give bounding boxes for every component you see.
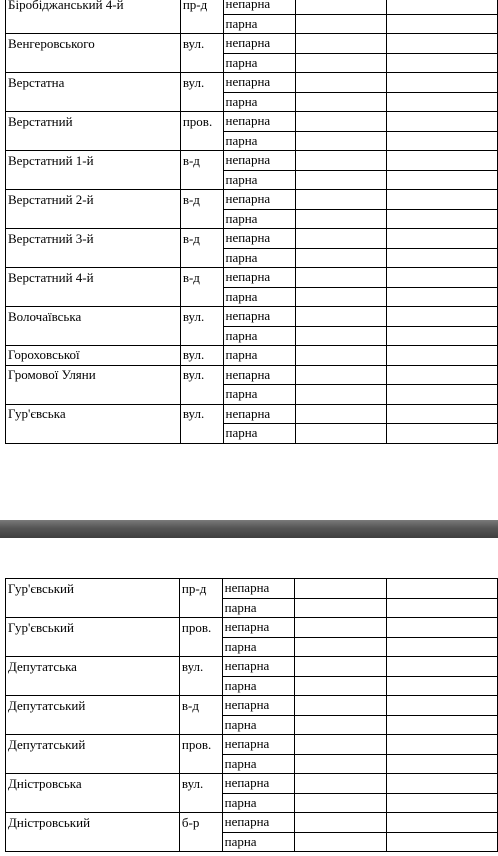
empty-cell (386, 696, 497, 716)
empty-cell (386, 579, 497, 599)
parity-cell: парна (223, 346, 295, 366)
table-row (6, 209, 498, 229)
table-row (6, 229, 498, 249)
parity-cell: парна (222, 715, 294, 735)
street-name-cell (6, 385, 181, 405)
empty-cell (387, 190, 498, 210)
street-name-cell (6, 715, 180, 735)
empty-cell (294, 813, 386, 833)
table-row (6, 793, 498, 813)
street-type-cell: вул. (180, 73, 223, 93)
street-type-cell (180, 131, 223, 151)
parity-cell: непарна (222, 696, 294, 716)
street-type-cell: вул. (180, 346, 223, 366)
empty-cell (295, 209, 387, 229)
empty-cell (387, 53, 498, 73)
street-name-cell (6, 53, 181, 73)
table-row (6, 637, 498, 657)
empty-cell (386, 657, 497, 677)
street-type-cell (180, 248, 223, 268)
street-name-cell: Волочаївська (6, 307, 181, 327)
table-row (6, 715, 498, 735)
street-name-cell (6, 598, 180, 618)
street-name-cell: Гур'євський (6, 579, 180, 599)
empty-cell (387, 326, 498, 346)
empty-cell (386, 715, 497, 735)
street-name-cell: Верстатний (6, 112, 181, 132)
empty-cell (387, 365, 498, 385)
street-type-cell (179, 598, 222, 618)
table-row (6, 618, 498, 638)
streets-table (5, 0, 498, 444)
empty-cell (387, 307, 498, 327)
empty-cell (295, 14, 387, 34)
empty-cell (295, 0, 387, 14)
table-row (6, 34, 498, 54)
parity-cell: парна (223, 248, 295, 268)
street-name-cell: Верстатний 3-й (6, 229, 181, 249)
street-type-cell (179, 676, 222, 696)
empty-cell (387, 424, 498, 444)
parity-cell: непарна (222, 735, 294, 755)
parity-cell: непарна (223, 73, 295, 93)
empty-cell (386, 793, 497, 813)
parity-cell: парна (223, 287, 295, 307)
streets-table (5, 578, 498, 852)
empty-cell (295, 190, 387, 210)
empty-cell (387, 0, 498, 14)
street-name-cell: Біробіджанський 4-й (6, 0, 181, 14)
empty-cell (387, 131, 498, 151)
empty-cell (295, 112, 387, 132)
empty-cell (386, 735, 497, 755)
parity-cell: парна (223, 53, 295, 73)
table-row (6, 365, 498, 385)
parity-cell: непарна (223, 112, 295, 132)
street-name-cell (6, 754, 180, 774)
table-row (6, 657, 498, 677)
parity-cell: непарна (222, 657, 294, 677)
parity-cell: парна (222, 793, 294, 813)
street-name-cell: Депутатська (6, 657, 180, 677)
empty-cell (295, 229, 387, 249)
empty-cell (294, 832, 386, 852)
street-type-cell: вул. (180, 404, 223, 424)
street-name-cell: Верстатний 4-й (6, 268, 181, 288)
street-name-cell: Дністровський (6, 813, 180, 833)
table-row (6, 735, 498, 755)
page-divider (0, 520, 498, 538)
table-row (6, 832, 498, 852)
table-row (6, 287, 498, 307)
table-row (6, 190, 498, 210)
table-row (6, 268, 498, 288)
street-type-cell: пр-д (179, 579, 222, 599)
table-row (6, 404, 498, 424)
empty-cell (295, 424, 387, 444)
empty-cell (295, 170, 387, 190)
parity-cell: парна (222, 676, 294, 696)
table-row (6, 696, 498, 716)
empty-cell (295, 131, 387, 151)
empty-cell (387, 170, 498, 190)
empty-cell (387, 385, 498, 405)
street-name-cell (6, 92, 181, 112)
street-name-cell: Дністровська (6, 774, 180, 794)
empty-cell (294, 579, 386, 599)
street-name-cell: Депутатський (6, 735, 180, 755)
street-name-cell: Гур'євська (6, 404, 181, 424)
street-name-cell (6, 326, 181, 346)
table-row (6, 131, 498, 151)
empty-cell (387, 92, 498, 112)
table-row (6, 73, 498, 93)
street-name-cell (6, 209, 181, 229)
street-name-cell: Гороховської (6, 346, 181, 366)
street-type-cell (179, 754, 222, 774)
table-row (6, 151, 498, 171)
parity-cell: непарна (222, 774, 294, 794)
empty-cell (295, 346, 387, 366)
table-row (6, 0, 498, 14)
street-type-cell: в-д (180, 268, 223, 288)
street-name-cell: Громової Уляни (6, 365, 181, 385)
empty-cell (387, 34, 498, 54)
streets-table-body (6, 579, 498, 852)
parity-cell: непарна (223, 365, 295, 385)
empty-cell (294, 637, 386, 657)
parity-cell: парна (223, 209, 295, 229)
empty-cell (295, 365, 387, 385)
empty-cell (387, 73, 498, 93)
street-type-cell: вул. (180, 34, 223, 54)
parity-cell: непарна (222, 813, 294, 833)
empty-cell (295, 326, 387, 346)
table-row (6, 92, 498, 112)
street-type-cell: пров. (179, 618, 222, 638)
street-type-cell: в-д (180, 151, 223, 171)
empty-cell (387, 151, 498, 171)
table-row (6, 53, 498, 73)
street-type-cell (179, 832, 222, 852)
table-row (6, 170, 498, 190)
street-type-cell: вул. (180, 307, 223, 327)
empty-cell (294, 657, 386, 677)
table-row (6, 248, 498, 268)
street-name-cell (6, 287, 181, 307)
street-name-cell: Депутатський (6, 696, 180, 716)
empty-cell (295, 404, 387, 424)
empty-cell (294, 754, 386, 774)
parity-cell: непарна (223, 268, 295, 288)
empty-cell (386, 754, 497, 774)
street-type-cell: в-д (180, 229, 223, 249)
empty-cell (387, 248, 498, 268)
table-row (6, 424, 498, 444)
table-row (6, 385, 498, 405)
street-type-cell: пр-д (180, 0, 223, 14)
empty-cell (294, 676, 386, 696)
street-type-cell: вул. (179, 657, 222, 677)
street-type-cell: вул. (179, 774, 222, 794)
street-name-cell (6, 248, 181, 268)
street-type-cell (180, 424, 223, 444)
empty-cell (386, 813, 497, 833)
street-name-cell (6, 424, 181, 444)
empty-cell (295, 248, 387, 268)
empty-cell (295, 34, 387, 54)
empty-cell (386, 637, 497, 657)
empty-cell (387, 14, 498, 34)
table-row (6, 112, 498, 132)
empty-cell (295, 151, 387, 171)
parity-cell: парна (222, 754, 294, 774)
street-type-cell (179, 715, 222, 735)
parity-cell: парна (223, 14, 295, 34)
parity-cell: непарна (223, 229, 295, 249)
table-row (6, 774, 498, 794)
street-name-cell (6, 637, 180, 657)
table-row (6, 307, 498, 327)
empty-cell (294, 793, 386, 813)
street-type-cell (180, 53, 223, 73)
empty-cell (387, 209, 498, 229)
parity-cell: парна (223, 385, 295, 405)
empty-cell (387, 346, 498, 366)
empty-cell (387, 112, 498, 132)
empty-cell (295, 53, 387, 73)
street-type-cell (180, 92, 223, 112)
street-name-cell (6, 793, 180, 813)
street-name-cell: Венгеровського (6, 34, 181, 54)
table-row (6, 346, 498, 366)
empty-cell (295, 73, 387, 93)
street-type-cell (180, 385, 223, 405)
empty-cell (295, 268, 387, 288)
street-type-cell (180, 209, 223, 229)
street-type-cell: в-д (179, 696, 222, 716)
empty-cell (386, 676, 497, 696)
table-row (6, 14, 498, 34)
empty-cell (386, 774, 497, 794)
street-name-cell (6, 676, 180, 696)
empty-cell (387, 404, 498, 424)
empty-cell (387, 229, 498, 249)
street-name-cell: Верстатний 2-й (6, 190, 181, 210)
street-type-cell: вул. (180, 365, 223, 385)
parity-cell: парна (223, 131, 295, 151)
parity-cell: парна (223, 170, 295, 190)
empty-cell (295, 92, 387, 112)
table-row (6, 754, 498, 774)
empty-cell (387, 287, 498, 307)
street-type-cell (180, 170, 223, 190)
table-row (6, 579, 498, 599)
empty-cell (295, 307, 387, 327)
street-type-cell (180, 287, 223, 307)
parity-cell: непарна (223, 307, 295, 327)
empty-cell (386, 832, 497, 852)
parity-cell: непарна (223, 151, 295, 171)
table-row (6, 598, 498, 618)
empty-cell (295, 287, 387, 307)
street-type-cell (180, 326, 223, 346)
table-row (6, 326, 498, 346)
empty-cell (294, 618, 386, 638)
street-name-cell (6, 832, 180, 852)
empty-cell (386, 598, 497, 618)
parity-cell: непарна (223, 0, 295, 14)
table-row (6, 676, 498, 696)
empty-cell (294, 598, 386, 618)
street-name-cell (6, 170, 181, 190)
empty-cell (294, 735, 386, 755)
empty-cell (294, 774, 386, 794)
empty-cell (294, 696, 386, 716)
empty-cell (387, 268, 498, 288)
street-type-cell: пров. (179, 735, 222, 755)
street-name-cell (6, 131, 181, 151)
parity-cell: непарна (222, 618, 294, 638)
streets-table-body (6, 0, 498, 443)
street-name-cell (6, 14, 181, 34)
street-type-cell (180, 14, 223, 34)
empty-cell (295, 385, 387, 405)
parity-cell: парна (223, 92, 295, 112)
empty-cell (294, 715, 386, 735)
parity-cell: парна (222, 832, 294, 852)
empty-cell (386, 618, 497, 638)
street-name-cell: Верстатна (6, 73, 181, 93)
parity-cell: непарна (223, 190, 295, 210)
street-type-cell (179, 637, 222, 657)
document-page-2 (0, 538, 498, 856)
street-type-cell: б-р (179, 813, 222, 833)
street-name-cell: Гур'євський (6, 618, 180, 638)
parity-cell: непарна (223, 404, 295, 424)
parity-cell: парна (223, 326, 295, 346)
street-type-cell (179, 793, 222, 813)
parity-cell: непарна (223, 34, 295, 54)
street-type-cell: в-д (180, 190, 223, 210)
street-name-cell: Верстатний 1-й (6, 151, 181, 171)
parity-cell: парна (222, 598, 294, 618)
parity-cell: непарна (222, 579, 294, 599)
parity-cell: парна (223, 424, 295, 444)
parity-cell: парна (222, 637, 294, 657)
street-type-cell: пров. (180, 112, 223, 132)
table-row (6, 813, 498, 833)
